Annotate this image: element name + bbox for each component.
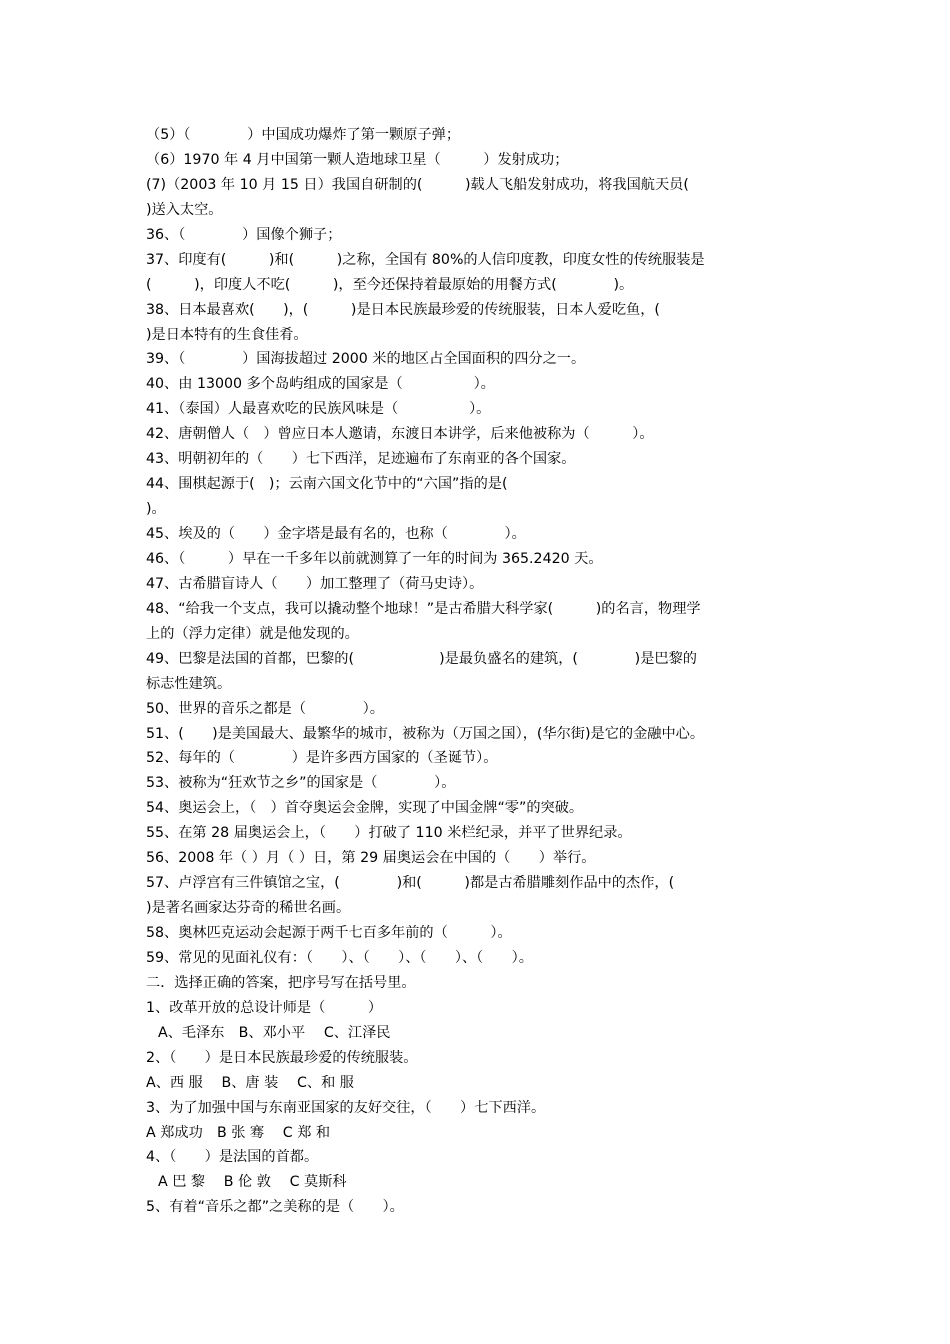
text-line: 58、奥林匹克运动会起源于两千七百多年前的（ ）。	[146, 925, 512, 941]
text-line: 57、卢浮宫有三件镇馆之宝，( )和( )都是古希腊雕刻作品中的杰作，(	[146, 875, 675, 892]
answer-options: A、毛泽东 B、邓小平 C、江泽民	[158, 1024, 391, 1041]
section-heading: 二．选择正确的答案，把序号写在括号里。	[146, 974, 416, 991]
text-line: 53、被称为“狂欢节之乡”的国家是（ ）。	[146, 775, 456, 792]
text-line: （6）1970 年 4 月中国第一颗人造地球卫星（ ）发射成功；	[146, 151, 569, 168]
question-line: 2、（ ）是日本民族最珍爱的传统服装。	[146, 1049, 418, 1066]
text-line: 48、“给我一个支点，我可以撬动整个地球！”是古希腊大科学家( )的名言，物理学	[146, 600, 701, 617]
text-line: 55、在第 28 届奥运会上，（ ）打破了 110 米栏纪录，并平了世界纪录。	[146, 825, 632, 842]
text-line: )。	[146, 501, 166, 518]
text-line: 标志性建筑。	[146, 675, 232, 692]
text-line: ( )，印度人不吃( )，至今还保持着最原始的用餐方式( )。	[146, 276, 634, 293]
text-line: 36、（ ）国像个狮子；	[146, 226, 342, 243]
text-line: 59、常见的见面礼仪有：（ ）、（ ）、（ ）、（ ）。	[146, 949, 533, 966]
text-line: 45、埃及的（ ）金字塔是最有名的，也称（ ）。	[146, 526, 526, 542]
text-line: )是日本特有的生食佳肴。	[146, 326, 308, 343]
answer-options: A、西 服 B、唐 装 C、和 服	[146, 1074, 354, 1091]
text-line: 40、由 13000 多个岛屿组成的国家是（ ）。	[146, 376, 495, 393]
text-line: 44、围棋起源于( )；云南六国文化节中的“六国”指的是(	[146, 476, 508, 493]
text-line: 43、明朝初年的（ ）七下西洋，足迹遍布了东南亚的各个国家。	[146, 451, 576, 468]
text-line: 39、（ ）国海拔超过 2000 米的地区占全国面积的四分之一。	[146, 351, 586, 368]
text-line: 50、世界的音乐之都是（ ）。	[146, 700, 384, 717]
question-line: 3、为了加强中国与东南亚国家的友好交往，（ ）七下西洋。	[146, 1099, 546, 1116]
text-line: (7)（2003 年 10 月 15 日）我国自研制的( )载人飞船发射成功，将我国航天员(	[146, 176, 689, 193]
text-line: 上的（浮力定律）就是他发现的。	[146, 625, 359, 642]
document-body	[146, 123, 808, 1220]
text-line: 49、巴黎是法国的首都，巴黎的( )是最负盛名的建筑，( )是巴黎的	[146, 650, 697, 667]
text-line: 47、古希腊盲诗人（ ）加工整理了（荷马史诗）。	[146, 575, 484, 592]
question-line: 4、（ ）是法国的首都。	[146, 1149, 319, 1166]
text-line: 46、（ ）早在一千多年以前就测算了一年的时间为 365.2420 天。	[146, 550, 603, 567]
text-line: 51、( )是美国最大、最繁华的城市，被称为（万国之国），(华尔街)是它的金融中心。	[146, 725, 705, 742]
text-line: 52、每年的（ ）是许多西方国家的（圣诞节）。	[146, 750, 498, 767]
question-line: 1、改革开放的总设计师是（ ）	[146, 999, 383, 1016]
text-line: )送入太空。	[146, 201, 223, 218]
text-line: 42、唐朝僧人（ ）曾应日本人邀请，东渡日本讲学，后来他被称为（ ）。	[146, 426, 654, 443]
text-line: 56、2008 年（ ）月（ ）日，第 29 届奥运会在中国的（ ）举行。	[146, 850, 596, 867]
text-line: )是著名画家达芬奇的稀世名画。	[146, 900, 351, 917]
text-line: 37、印度有( )和( )之称，全国有 80%的人信印度教，印度女性的传统服装是	[146, 251, 705, 268]
text-line: 41、（泰国）人最喜欢吃的民族风味是（ ）。	[146, 401, 491, 418]
text-line: 54、奥运会上，（ ）首夺奥运会金牌，实现了中国金牌“零”的突破。	[146, 800, 584, 817]
answer-options: A 巴 黎 B 伦 敦 C 莫斯科	[158, 1174, 347, 1191]
question-line: 5、有着“音乐之都”之美称的是（ ）。	[146, 1199, 404, 1216]
text-line: 38、日本最喜欢( )，( )是日本民族最珍爱的传统服装，日本人爱吃鱼，(	[146, 301, 660, 318]
answer-options: A 郑成功 B 张 骞 C 郑 和	[146, 1124, 331, 1141]
text-line: （5）（ ）中国成功爆炸了第一颗原子弹；	[146, 127, 461, 143]
